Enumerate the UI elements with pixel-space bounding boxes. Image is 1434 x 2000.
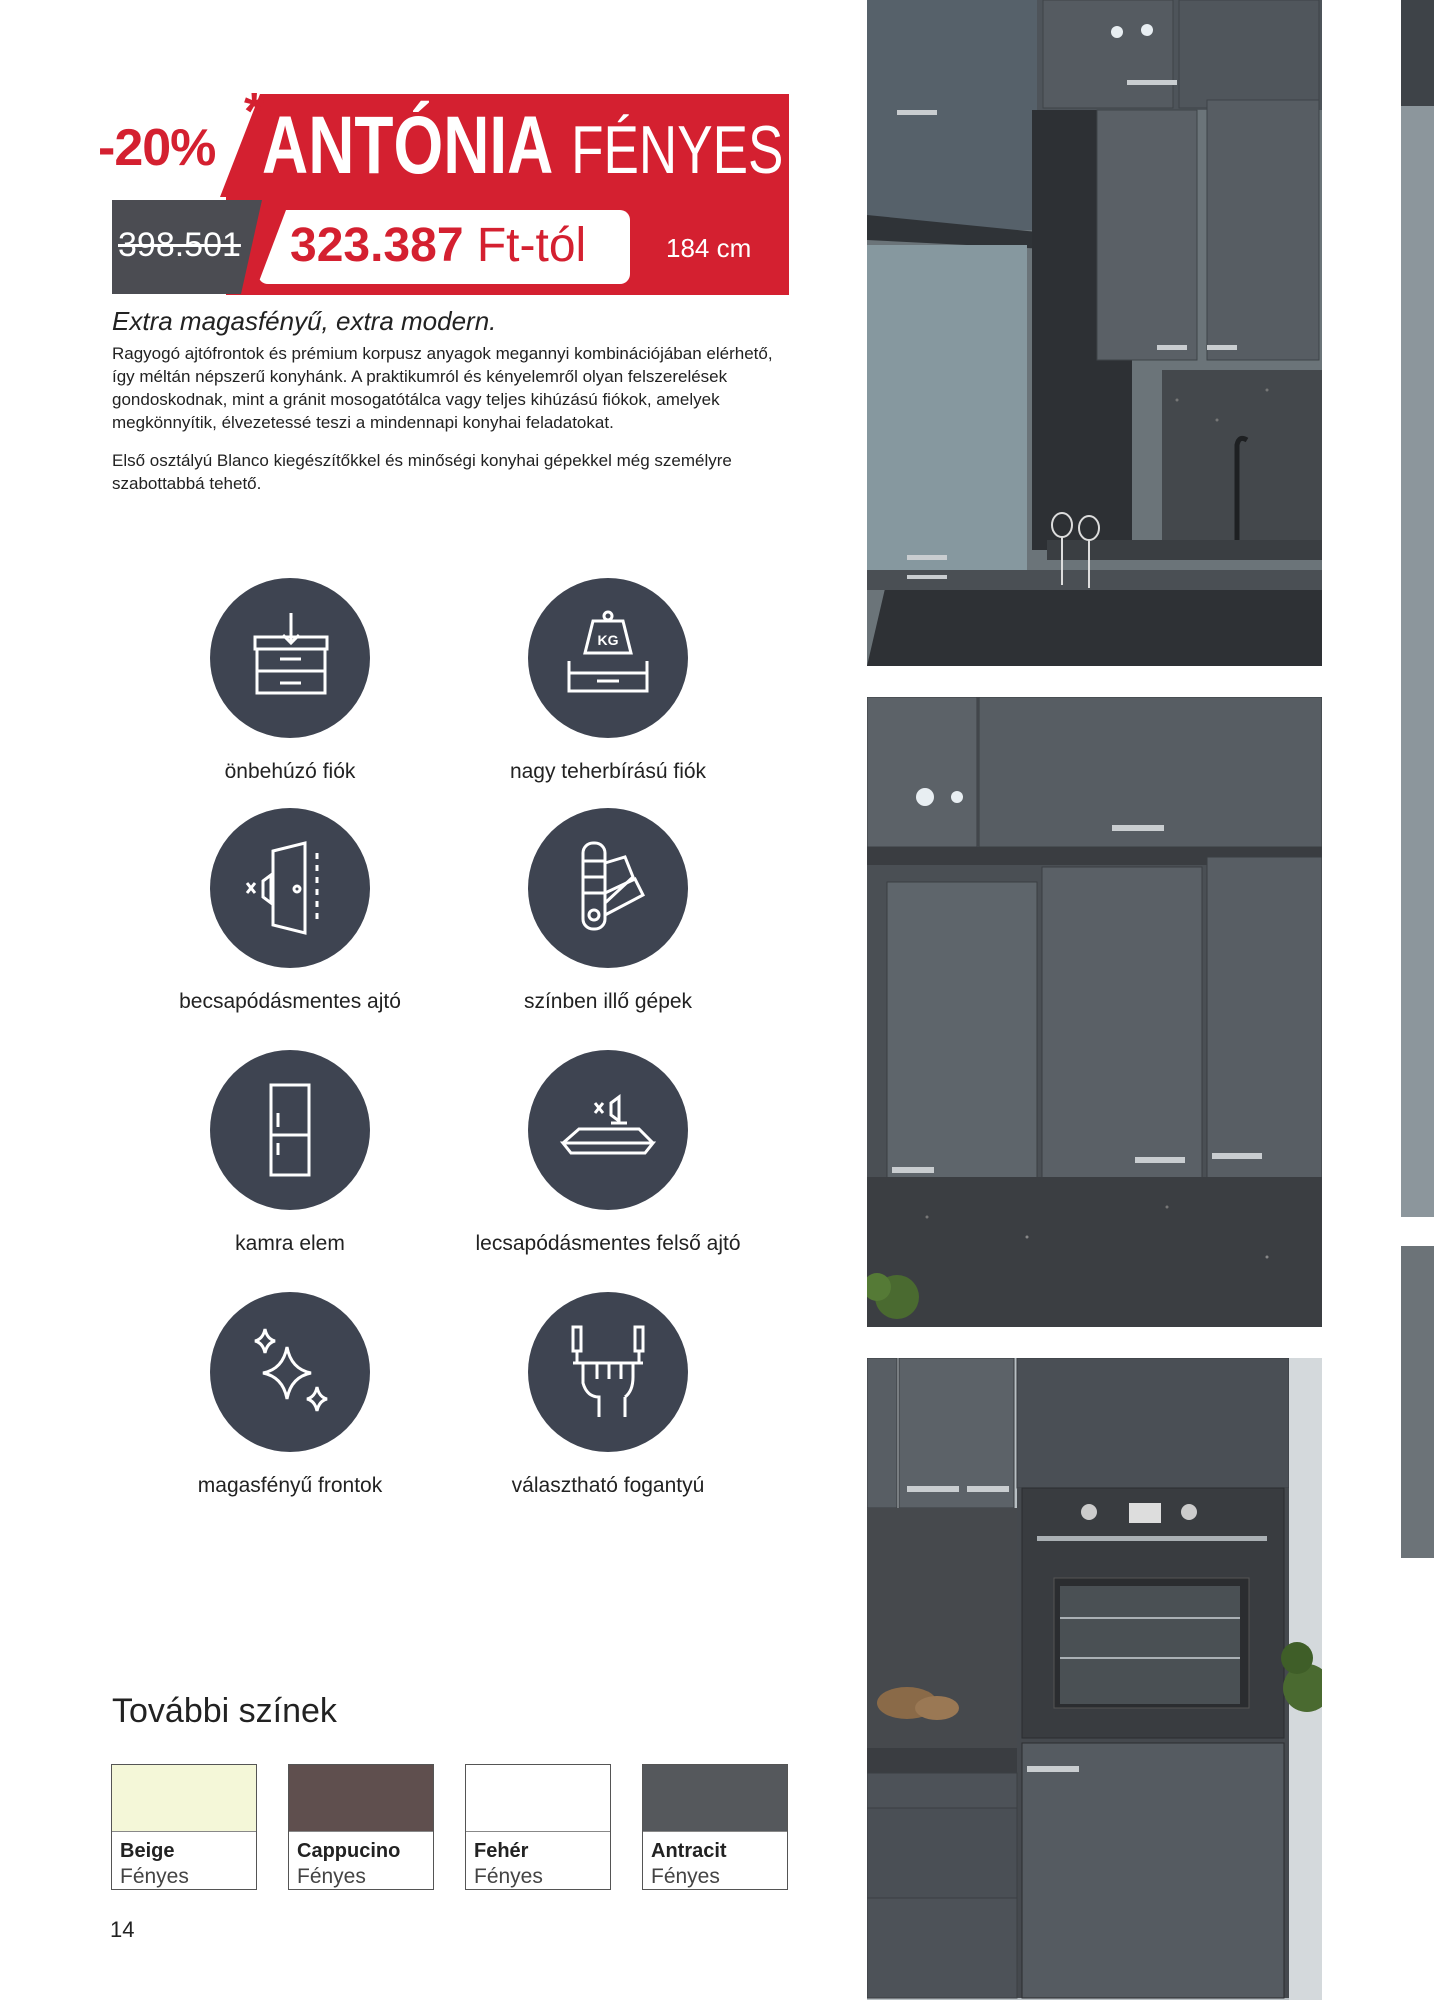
soft-close-drawer-icon bbox=[235, 603, 345, 713]
edge-photo-2 bbox=[1401, 1246, 1434, 1558]
feature-soft-close-top-door bbox=[458, 1050, 758, 1256]
swatch-name: Beige bbox=[120, 1840, 175, 1862]
feature-icon-circle bbox=[210, 808, 370, 968]
feature-label: magasfényű frontok bbox=[197, 1474, 383, 1497]
color-swatch-beige bbox=[111, 1764, 257, 1890]
feature-icon-circle bbox=[528, 578, 688, 738]
edge-photo-1 bbox=[1401, 0, 1434, 1217]
tagline: Extra magasfényű, extra modern. bbox=[112, 306, 497, 336]
swatch-fill bbox=[643, 1765, 787, 1832]
feature-soft-close-drawer bbox=[140, 578, 440, 784]
product-title bbox=[262, 100, 783, 196]
swatch-fill bbox=[112, 1765, 256, 1832]
size-label: 184 cm bbox=[666, 233, 752, 263]
svg-text:KG: KG bbox=[597, 632, 619, 648]
pantry-unit-icon bbox=[235, 1075, 345, 1185]
new-price-value: 323.387 bbox=[290, 219, 464, 272]
soft-close-door-icon bbox=[235, 833, 345, 943]
feature-icon-circle bbox=[528, 1050, 688, 1210]
feature-label: lecsapódásmentes felső ajtó bbox=[475, 1232, 741, 1255]
feature-icon-circle bbox=[210, 1292, 370, 1452]
color-swatch-anthracite bbox=[642, 1764, 788, 1890]
old-price: 398.501 bbox=[118, 226, 241, 264]
description bbox=[112, 342, 792, 510]
feature-heavy-load-drawer bbox=[458, 578, 758, 784]
kitchen-photo-3-image bbox=[867, 1358, 1322, 2000]
swatch-name: Fehér bbox=[474, 1840, 529, 1862]
feature-label: nagy teherbírású fiók bbox=[509, 760, 707, 783]
feature-label: becsapódásmentes ajtó bbox=[179, 990, 401, 1013]
swatch-finish: Fényes bbox=[474, 1865, 543, 1888]
feature-label: kamra elem bbox=[235, 1232, 345, 1255]
description-paragraph: Ragyogó ajtófrontok és prémium korpusz anyagok megannyi kombinációjában elérhető, így méltán népszerű konyhánk. A praktikumról és kényelemről olyan felszerelések gondoskodnak, mint a gránit mosogatótálca vagy teljes kihúzású fiókok, amelyek megkönnyítik, élvezetessé teszi a mindennapi konyhai feladatokat. bbox=[112, 344, 773, 432]
feature-pantry-unit bbox=[140, 1050, 440, 1256]
swatch-name: Cappucino bbox=[297, 1840, 401, 1862]
color-swatch-cappucino bbox=[288, 1764, 434, 1890]
feature-icon-circle bbox=[210, 578, 370, 738]
feature-soft-close-door bbox=[140, 808, 440, 1014]
swatch-finish: Fényes bbox=[297, 1865, 366, 1888]
product-title-light: FÉNYES bbox=[571, 112, 784, 188]
description-paragraph: Első osztályú Blanco kiegészítőkkel és minőségi konyhai gépekkel még személyre szabottabbá tehető. bbox=[112, 451, 732, 493]
kitchen-photo-2-image bbox=[867, 697, 1322, 1327]
feature-label: színben illő gépek bbox=[523, 990, 693, 1013]
edge-photo-1-top bbox=[1401, 0, 1434, 106]
color-swatch-icon bbox=[553, 833, 663, 943]
product-title-bold: ANTÓNIA bbox=[262, 100, 554, 191]
feature-label: választható fogantyú bbox=[511, 1474, 705, 1497]
feature-icon-circle bbox=[528, 1292, 688, 1452]
swatch-fill bbox=[466, 1765, 610, 1832]
feature-selectable-handle bbox=[458, 1292, 758, 1498]
swatch-name: Antracit bbox=[651, 1840, 727, 1862]
feature-icon-circle bbox=[528, 808, 688, 968]
swatch-finish: Fényes bbox=[651, 1865, 720, 1888]
page-number: 14 bbox=[110, 1917, 135, 1942]
swatch-fill bbox=[289, 1765, 433, 1832]
discount-label: -20% bbox=[98, 119, 216, 177]
more-colors-heading: További színek bbox=[112, 1692, 337, 1730]
feature-label: önbehúzó fiók bbox=[224, 760, 356, 783]
new-price-suffix: Ft-tól bbox=[476, 219, 587, 272]
feature-high-gloss-fronts bbox=[140, 1292, 440, 1498]
discount-asterisk: * bbox=[244, 83, 265, 141]
kitchen-photo-1 bbox=[867, 0, 1322, 666]
sparkle-icon bbox=[235, 1317, 345, 1427]
feature-color-swatch bbox=[458, 808, 758, 1014]
feature-icon-circle bbox=[210, 1050, 370, 1210]
kitchen-photo-1-image bbox=[867, 0, 1322, 666]
new-price bbox=[290, 218, 586, 273]
swatch-finish: Fényes bbox=[120, 1865, 189, 1888]
heavy-load-drawer-icon bbox=[553, 603, 663, 713]
kitchen-photo-3 bbox=[867, 1358, 1322, 2000]
soft-close-top-door-icon bbox=[553, 1075, 663, 1185]
kitchen-photo-2 bbox=[867, 697, 1322, 1327]
handle-grip-icon bbox=[553, 1317, 663, 1427]
color-swatch-white bbox=[465, 1764, 611, 1890]
